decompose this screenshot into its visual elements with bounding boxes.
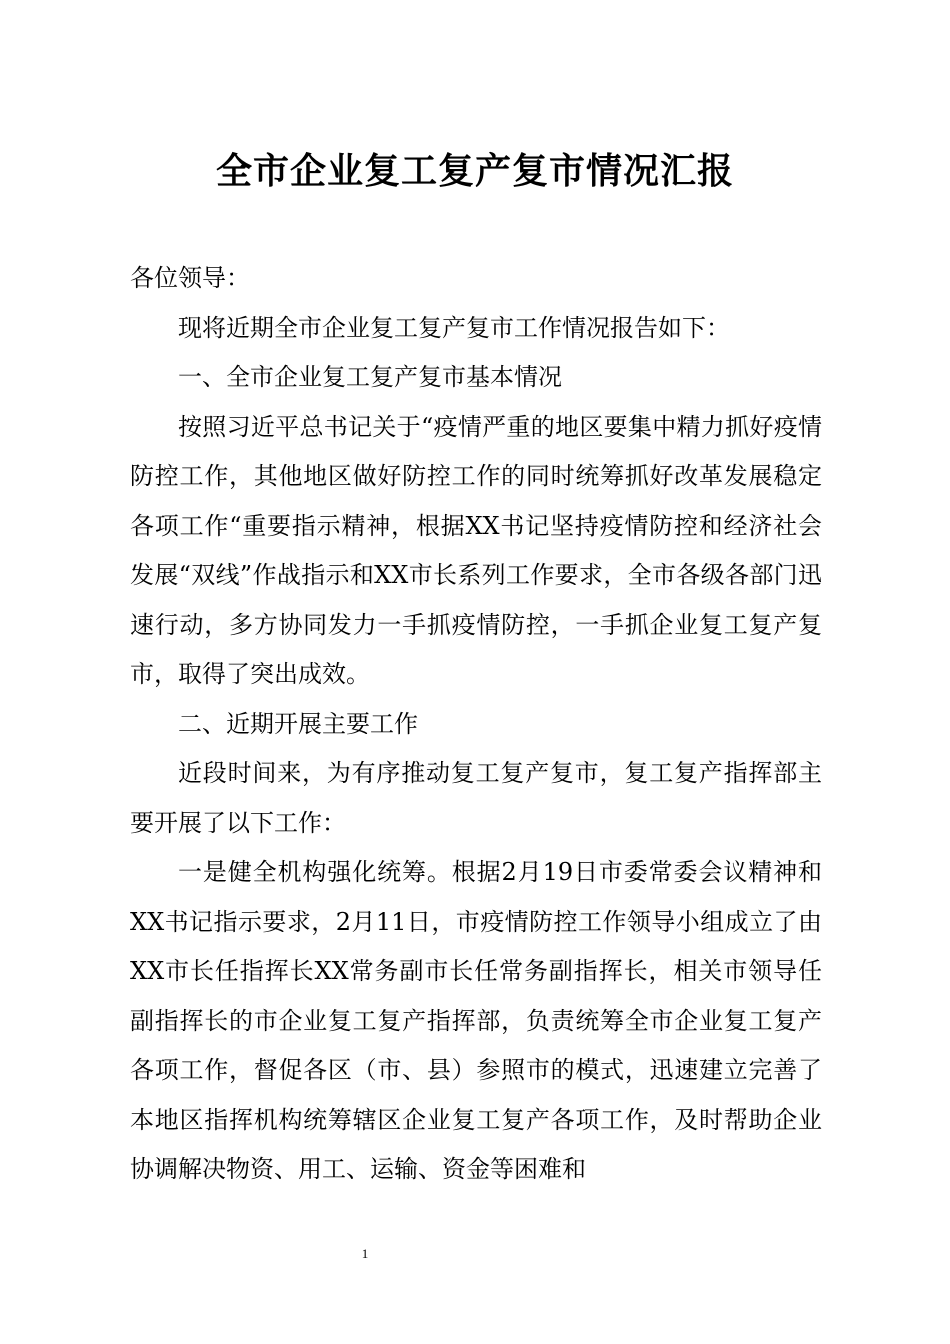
section-heading-1: 一、全市企业复工复产复市基本情况: [178, 363, 562, 391]
intro-paragraph: 现将近期全市企业复工复产复市工作情况报告如下：: [178, 313, 730, 342]
document-body: [130, 254, 822, 1195]
salutation: 各位领导：: [130, 264, 250, 292]
section-heading-2: 二、近期开展主要工作: [178, 709, 418, 738]
section-1-paragraph: 按照习近平总书记关于“疫情严重的地区要集中精力抓好疫情防控工作，其他地区做好防控工作的同时统筹抓好改革发展稳定各项工作“重要指示精神，根据XX书记坚持疫情防控和经济社会发展“双线”作战指示和XX市长系列工作要求，全市各级各部门迅速行动，多方协同发力一手抓疫情防控，一手抓企业复工复产复市，取得了突出成效。: [130, 412, 822, 688]
section-2-paragraph: 近段时间来，为有序推动复工复产复市，复工复产指挥部主要开展了以下工作：: [130, 759, 822, 837]
section-2-item-1: 一是健全机构强化统筹。根据2月19日市委常委会议精神和XX书记指示要求，2月11日，市疫情防控工作领导小组成立了由XX市长任指挥长XX常务副市长任常务副指挥长，相关市领导任副指挥长的市企业复工复产指挥部，负责统筹全市企业复工复产各项工作，督促各区（市、县）参照市的模式，迅速建立完善了本地区指挥机构统筹辖区企业复工复产各项工作，及时帮助企业协调解决物资、用工、运输、资金等困难和: [130, 858, 822, 1183]
page-number: 1: [361, 1246, 369, 1261]
document-title: 全市企业复工复产复市情况汇报: [215, 150, 734, 192]
